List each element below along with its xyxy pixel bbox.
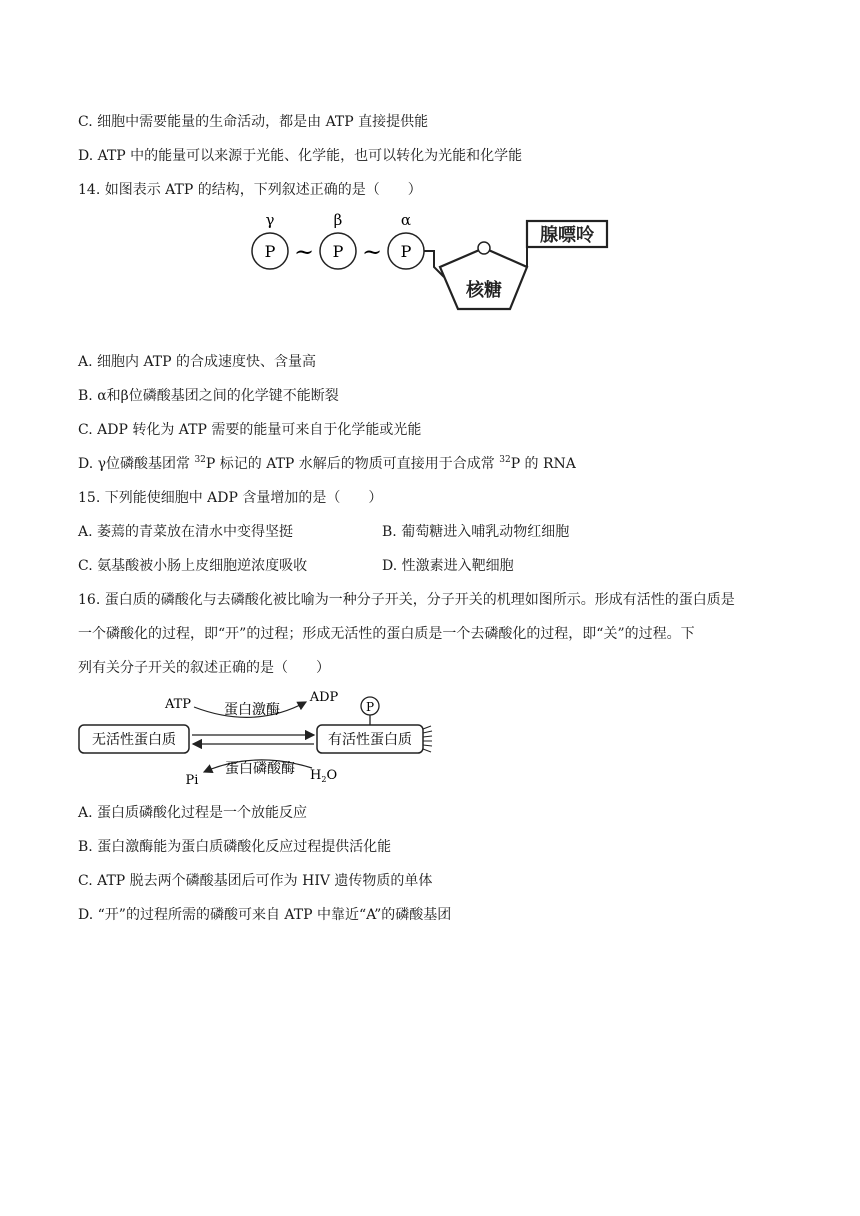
phosphate-beta — [320, 211, 356, 269]
q15-option-d: D. 性激素进入靶细胞 — [382, 558, 514, 574]
inactive-protein-label: 无活性蛋白质 — [92, 732, 176, 748]
phosphate-alpha — [388, 211, 424, 269]
q15-option-b: B. 葡萄糖进入哺乳动物红细胞 — [382, 524, 570, 540]
tilde-bond: ~ — [293, 238, 315, 266]
tilde-bond: ~ — [361, 238, 383, 266]
phosphatase-label: 蛋白磷酸酶 — [225, 761, 295, 777]
active-protein-hairs — [423, 726, 432, 752]
molecular-switch-figure — [74, 686, 444, 790]
q16-option-d: D. “开”的过程所需的磷酸可来自 ATP 中靠近“A”的磷酸基团 — [78, 907, 452, 923]
ribose-label: 核糖 — [466, 280, 502, 301]
q16-option-c: C. ATP 脱去两个磷酸基团后可作为 HIV 遗传物质的单体 — [78, 873, 433, 889]
q13-option-c: C. 细胞中需要能量的生命活动，都是由 ATP 直接提供能 — [78, 114, 429, 130]
q16-stem-line1: 16. 蛋白质的磷酸化与去磷酸化被比喻为一种分子开关，分子开关的机理如图所示。形成有活性的蛋白质是 — [78, 592, 735, 608]
atp-structure-figure — [240, 205, 620, 320]
greek-alpha: α — [400, 211, 412, 229]
q14-stem: 14. 如图表示 ATP 的结构，下列叙述正确的是（ ） — [78, 182, 422, 198]
adenine-label: 腺嘌呤 — [540, 225, 594, 246]
q15-option-a: A. 萎蔫的青菜放在清水中变得坚挺 — [78, 524, 294, 540]
phosphoester-bond — [424, 251, 444, 277]
phosphate-label: P — [365, 700, 375, 714]
q16-option-a: A. 蛋白质磷酸化过程是一个放能反应 — [78, 805, 308, 821]
q14-option-a: A. 细胞内 ATP 的合成速度快、含量高 — [78, 354, 317, 370]
q14-option-b: B. α和β位磷酸基团之间的化学键不能断裂 — [78, 388, 339, 404]
q14-option-d: D. γ位磷酸基团常 $^{32}$P 标记的 ATP 水解后的物质可直接用于合成常 $^{32}$P 的 RNA — [78, 455, 576, 472]
atp-label: ATP — [164, 697, 192, 712]
q13-option-d: D. ATP 中的能量可以来源于光能、化学能，也可以转化为光能和化学能 — [78, 148, 523, 164]
q14-option-c: C. ADP 转化为 ATP 需要的能量可来自于化学能或光能 — [78, 422, 422, 438]
h2o-label: $H_2O$ — [310, 768, 338, 784]
pi-label: Pi — [185, 773, 199, 788]
kinase-label: 蛋白激酶 — [224, 702, 280, 718]
adp-label: ADP — [309, 690, 339, 705]
phosphate-label: P — [264, 242, 276, 261]
phosphate-label: P — [332, 242, 344, 261]
q16-stem-line3: 列有关分子开关的叙述正确的是（ ） — [78, 660, 330, 676]
q15-option-c: C. 氨基酸被小肠上皮细胞逆浓度吸收 — [78, 558, 308, 574]
q15-stem: 15. 下列能使细胞中 ADP 含量增加的是（ ） — [78, 490, 383, 506]
ring-oxygen — [478, 242, 490, 254]
phosphate-label: P — [400, 242, 412, 261]
phosphate-gamma — [252, 211, 288, 269]
greek-gamma: γ — [265, 211, 275, 229]
q16-stem-line2: 一个磷酸化的过程，即“开”的过程；形成无活性的蛋白质是一个去磷酸化的过程，即“关”的过程。下 — [78, 626, 695, 642]
q16-option-b: B. 蛋白激酶能为蛋白质磷酸化反应过程提供活化能 — [78, 839, 392, 855]
active-protein-label: 有活性蛋白质 — [328, 732, 412, 748]
greek-beta: β — [333, 211, 343, 229]
